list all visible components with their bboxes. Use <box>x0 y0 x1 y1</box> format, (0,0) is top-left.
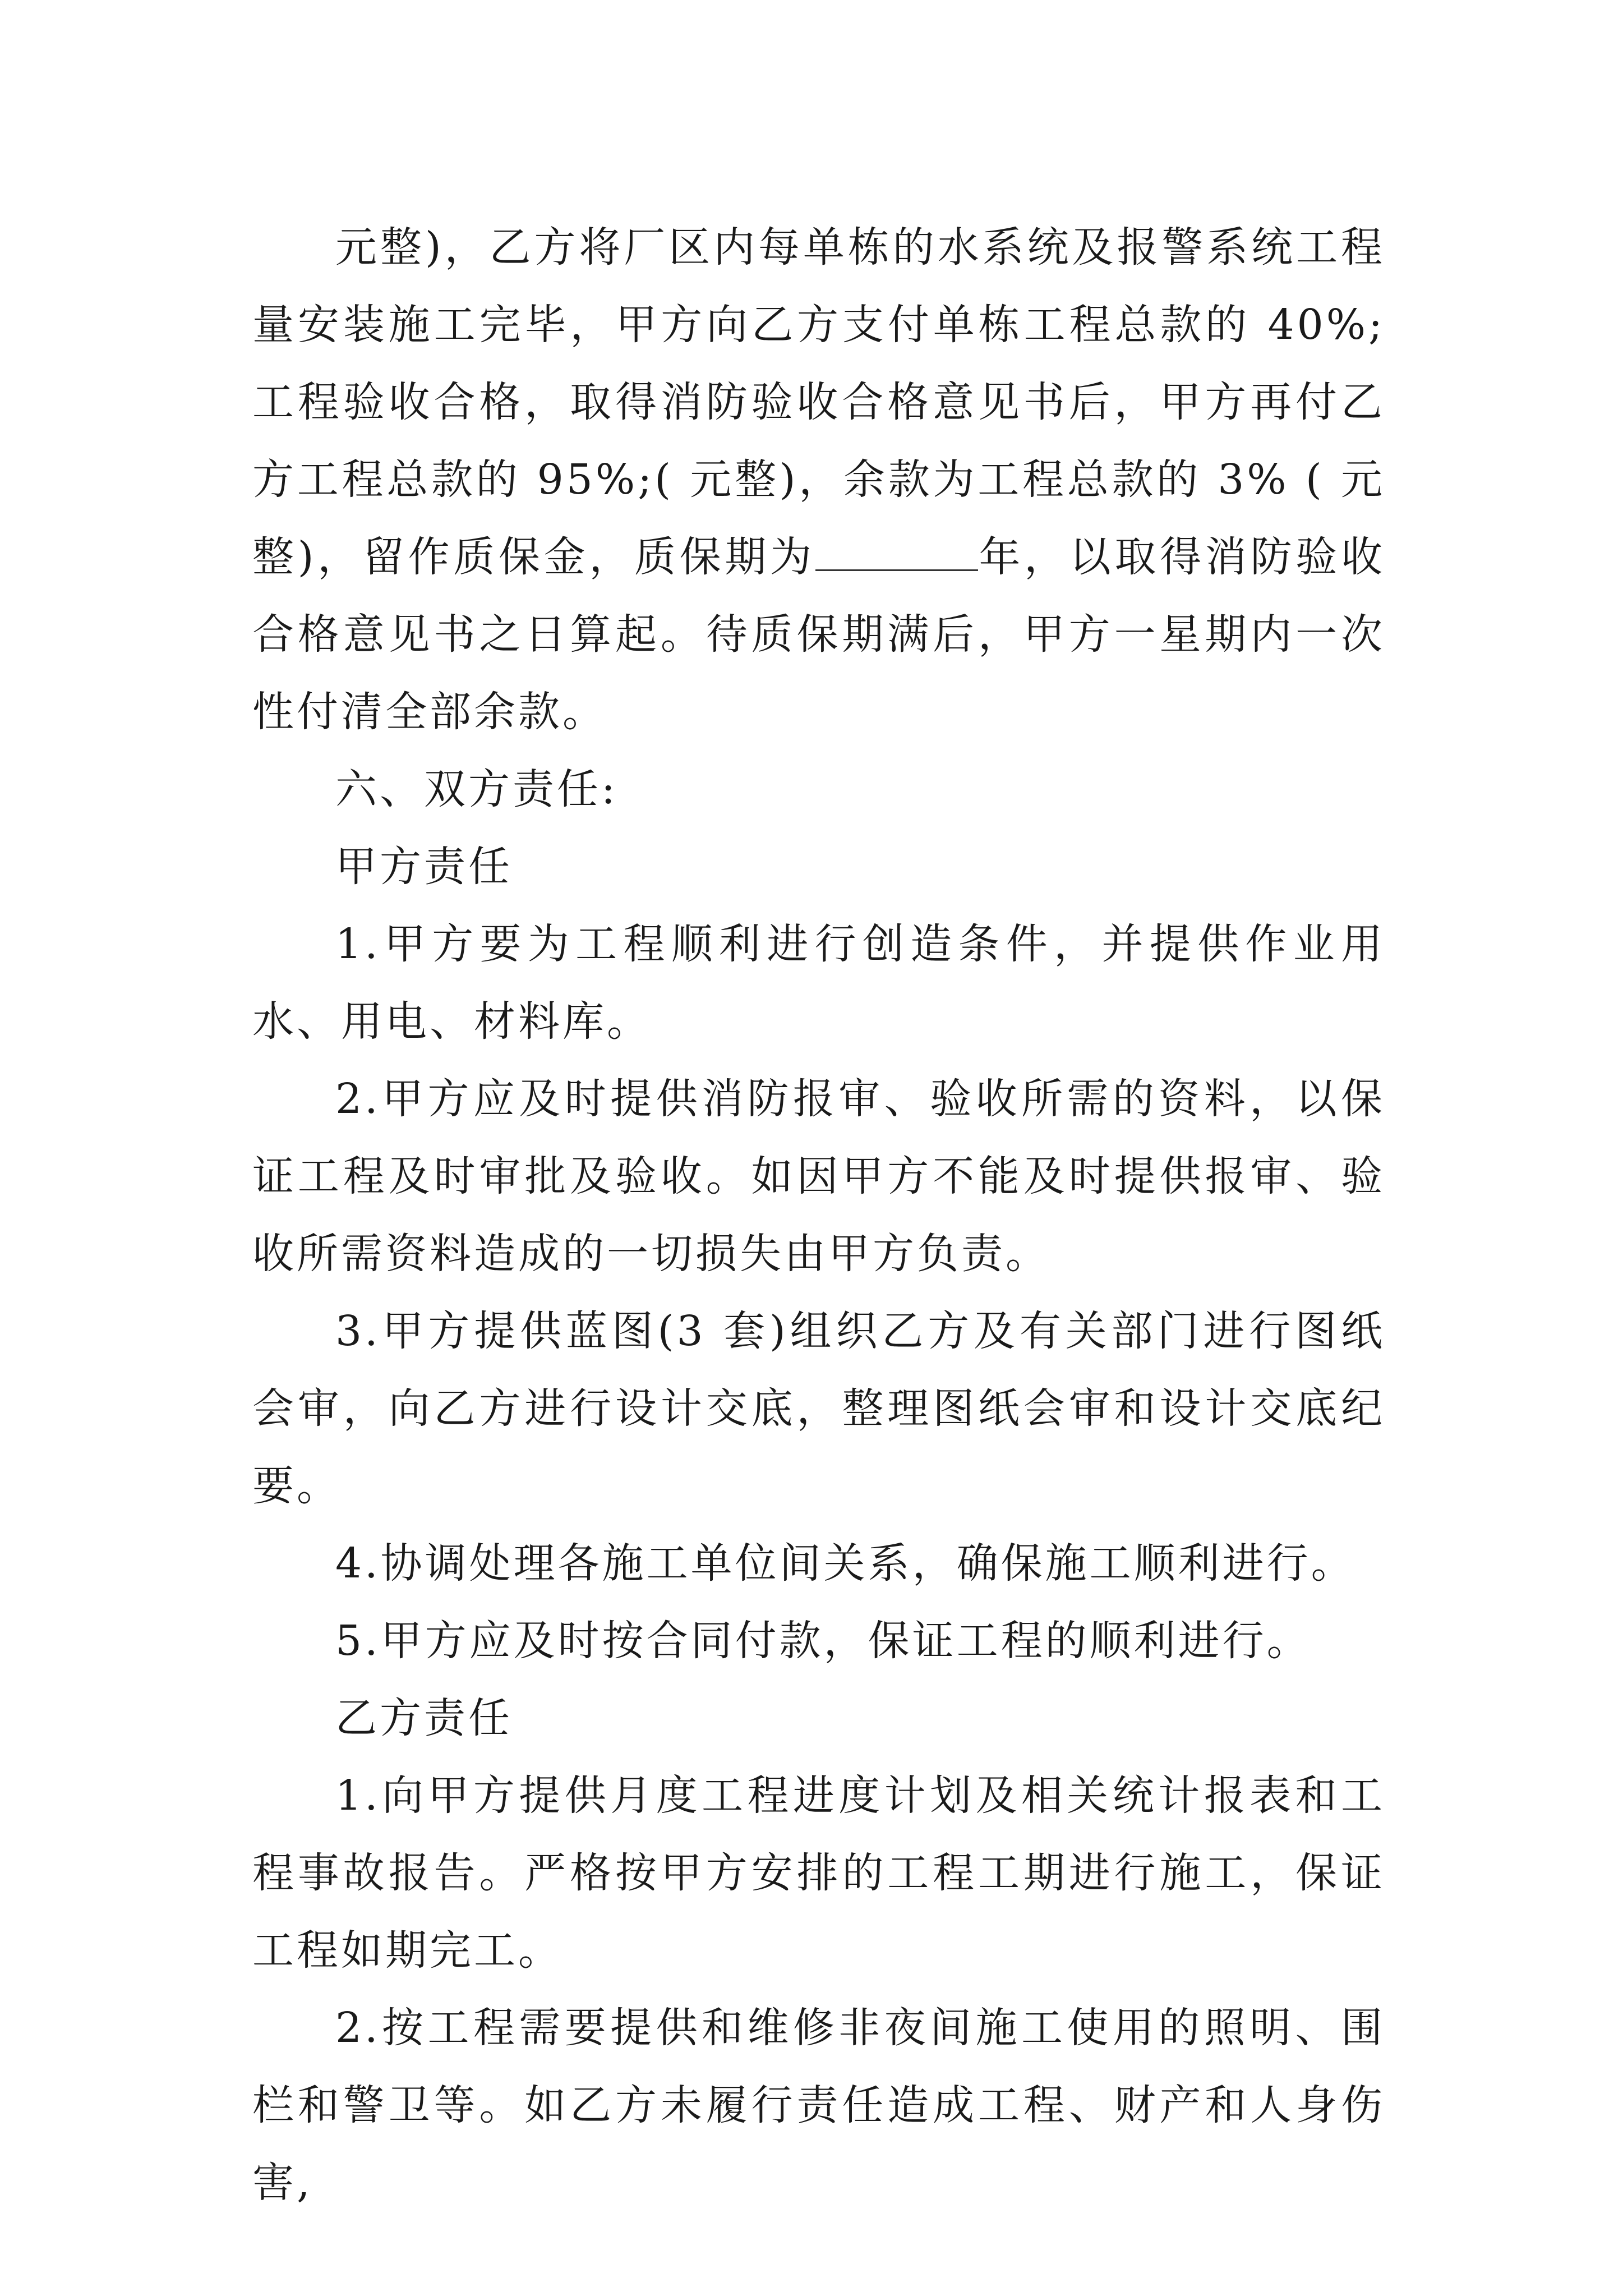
section-heading: 六、双方责任: <box>335 765 618 813</box>
warranty-years-blank <box>815 536 978 571</box>
party-b-item-2: 2.按工程需要提供和维修非夜间施工使用的照明、围栏和警卫等。如乙方未履行责任造成工程、财产和人身伤害, <box>252 2004 1385 2207</box>
party-a-heading: 甲方责任 <box>335 843 513 891</box>
party-b-item-1: 1.向甲方提供月度工程进度计划及相关统计报表和工程事故报告。严格按甲方安排的工程工期进行施工，保证工程如期完工。 <box>252 1772 1385 1975</box>
party-a-item-4: 4.协调处理各施工单位间关系，确保施工顺利进行。 <box>335 1539 1355 1588</box>
party-b-heading: 乙方责任 <box>335 1694 513 1742</box>
party-a-item-5: 5.甲方应及时按合同付款，保证工程的顺利进行。 <box>335 1617 1311 1665</box>
payment-terms-text-continued: 年，以取得消防验收合格意见书之日算起。待质保期满后，甲方一星期内一次性付清全部余款。 <box>252 533 1385 736</box>
party-a-item-1: 1.甲方要为工程顺利进行创造条件，并提供作业用水、用电、材料库。 <box>252 920 1385 1046</box>
payment-terms-paragraph <box>252 209 1385 751</box>
document-body <box>252 209 1385 2221</box>
party-a-item-2: 2.甲方应及时提供消防报审、验收所需的资料，以保证工程及时审批及验收。如因甲方不能及时提供报审、验收所需资料造成的一切损失由甲方负责。 <box>252 1075 1385 1278</box>
payment-terms-text: 元整)，乙方将厂区内每单栋的水系统及报警系统工程量安装施工完毕，甲方向乙方支付单栋工程总款的 40%;工程验收合格，取得消防验收合格意见书后，甲方再付乙方工程总款的 95%;( 元整)，余款为工程总款的 3% ( 元整)，留作质保金，质保期为 <box>252 223 1385 581</box>
party-a-item-3: 3.甲方提供蓝图(3 套)组织乙方及有关部门进行图纸会审，向乙方进行设计交底，整理图纸会审和设计交底纪要。 <box>252 1307 1385 1510</box>
